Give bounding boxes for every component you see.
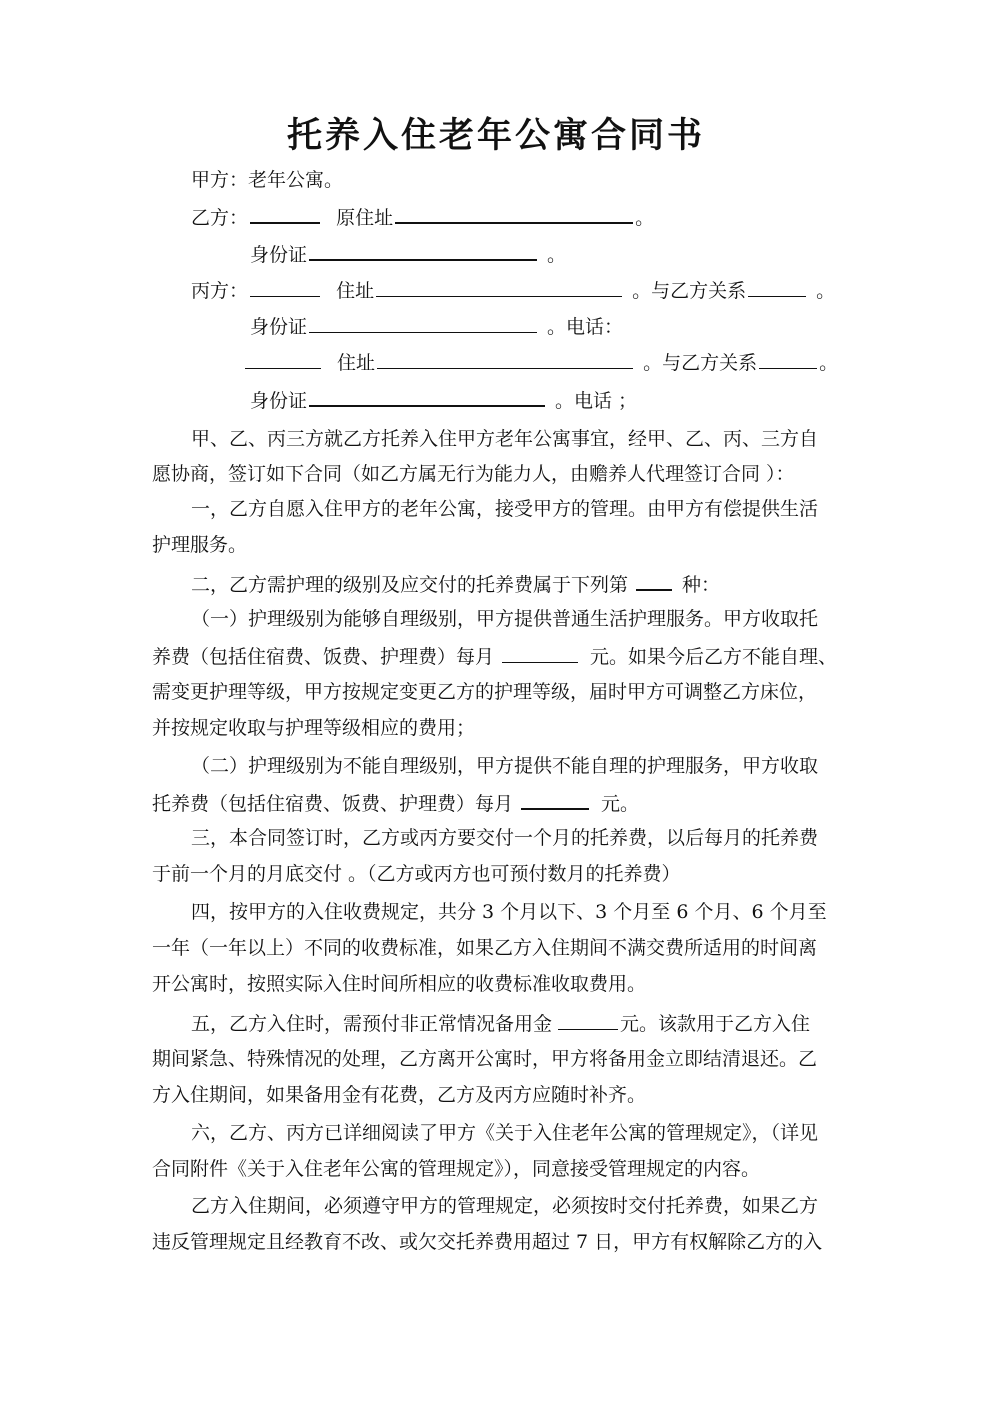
paragraph-line: 方入住期间，如果备用金有花费，乙方及丙方应随时补齐。 <box>152 1084 647 1106</box>
blank-field <box>309 241 537 261</box>
blank-field <box>309 387 545 407</box>
party-b-line: 乙方： 原住址 。 <box>191 204 654 230</box>
paragraph-line: 并按规定收取与护理等级相应的费用； <box>152 717 476 739</box>
paragraph-line: 托养费（包括住宿费、饭费、护理费）每月 元。 <box>152 790 639 816</box>
party-a-line: 甲方：老年公寓。 <box>191 169 344 191</box>
blank-field <box>250 204 320 224</box>
party-c-id-line: 身份证 。电话： <box>250 316 624 338</box>
blank-field <box>636 571 672 591</box>
paragraph-line: 甲、乙、丙三方就乙方托养入住甲方老年公寓事宜，经甲、乙、丙、三方自 <box>191 428 819 450</box>
blank-field <box>502 644 578 663</box>
paragraph-line: 合同附件《关于入住老年公寓的管理规定》），同意接受管理规定的内容。 <box>152 1158 761 1180</box>
paragraph-line: （二）护理级别为不能自理级别，甲方提供不能自理的护理服务，甲方收取 <box>191 755 819 777</box>
paragraph-line: 愿协商，签订如下合同（如乙方属无行为能力人，由赡养人代理签订合同 ）： <box>152 463 795 485</box>
party-c2-line: 住址 。与乙方关系 。 <box>243 350 838 375</box>
blank-field <box>376 278 622 297</box>
paragraph-line: 乙方入住期间，必须遵守甲方的管理规定，必须按时交付托养费，如果乙方 <box>191 1195 819 1217</box>
blank-field <box>759 350 817 369</box>
blank-field <box>250 278 320 297</box>
blank-field <box>309 314 537 333</box>
paragraph-line: 一，乙方自愿入住甲方的老年公寓，接受甲方的管理。由甲方有偿提供生活 <box>191 498 819 520</box>
blank-field <box>395 204 633 224</box>
paragraph-line: 期间紧急、特殊情况的处理，乙方离开公寓时，甲方将备用金立即结清退还。乙 <box>152 1048 818 1070</box>
blank-field <box>377 350 633 369</box>
paragraph-line: 护理服务。 <box>152 534 248 556</box>
paragraph-line: 违反管理规定且经教育不改、或欠交托养费用超过 7 日，甲方有权解除乙方的入 <box>152 1231 823 1253</box>
party-c2-id-line: 身份证 。电话 ； <box>250 387 637 413</box>
paragraph-line: 于前一个月的月底交付 。（乙方或丙方也可预付数月的托养费） <box>152 863 681 885</box>
blank-field <box>245 350 321 369</box>
page-title: 托养入住老年公寓合同书 <box>286 116 705 156</box>
paragraph-line: 四，按甲方的入住收费规定，共分 3 个月以下、3 个月至 6 个月、6 个月至 <box>191 901 827 923</box>
paragraph-line: 六，乙方、丙方已详细阅读了甲方《关于入住老年公寓的管理规定》，（详见 <box>191 1122 819 1144</box>
paragraph-line: 开公寓时，按照实际入住时间所相应的收费标准收取费用。 <box>152 973 647 995</box>
blank-field <box>558 1011 618 1030</box>
paragraph-line: （一）护理级别为能够自理级别，甲方提供普通生活护理服务。甲方收取托 <box>191 608 819 630</box>
blank-field <box>521 790 589 810</box>
blank-field <box>748 278 806 297</box>
paragraph-line: 五，乙方入住时，需预付非正常情况备用金 元。该款用于乙方入住 <box>191 1013 811 1035</box>
paragraph-line: 三，本合同签订时，乙方或丙方要交付一个月的托养费，以后每月的托养费 <box>191 827 819 849</box>
paragraph-line: 需变更护理等级，甲方按规定变更乙方的护理等级，届时甲方可调整乙方床位， <box>152 681 818 703</box>
party-b-id-line: 身份证 。 <box>250 241 566 267</box>
paragraph-line: 养费（包括住宿费、饭费、护理费）每月 元。如果今后乙方不能自理、 <box>152 646 838 668</box>
paragraph-line: 二，乙方需护理的级别及应交付的托养费属于下列第 种： <box>191 571 720 597</box>
paragraph-line: 一年（一年以上）不同的收费标准，如果乙方入住期间不满交费所适用的时间离 <box>152 937 818 959</box>
party-c-line: 丙方： 住址 。与乙方关系 。 <box>191 280 836 302</box>
